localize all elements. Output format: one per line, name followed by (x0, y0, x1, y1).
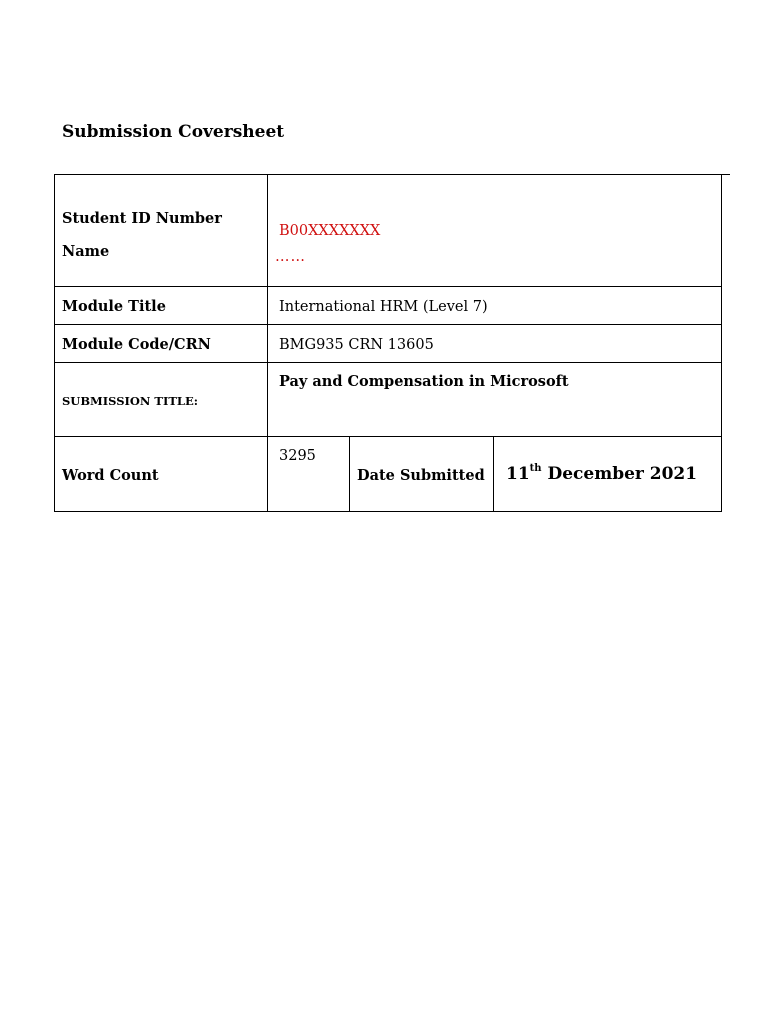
module-title-row (55, 287, 722, 325)
student-values-cell (268, 175, 722, 287)
student-id-label: Student ID Number (62, 209, 222, 227)
word-count-row (55, 437, 722, 512)
module-title-label-cell (55, 287, 268, 325)
name-value: …… (275, 249, 306, 265)
date-submitted-label-cell (350, 437, 494, 512)
word-count-value: 3295 (279, 448, 316, 464)
submission-title-label: SUBMISSION TITLE: (62, 394, 199, 408)
name-label: Name (62, 242, 110, 260)
module-code-value-cell (268, 325, 722, 363)
student-row (55, 175, 722, 287)
date-month-year: December 2021 (541, 464, 698, 484)
word-count-label-cell (55, 437, 268, 512)
submission-title-label-cell (55, 363, 268, 437)
page-title: Submission Coversheet (62, 122, 285, 142)
date-day: 11 (506, 464, 530, 484)
module-title-label: Module Title (62, 298, 166, 315)
module-title-value-cell (268, 287, 722, 325)
date-submitted-value-cell (494, 437, 722, 512)
module-title-value: International HRM (Level 7) (279, 299, 488, 315)
module-code-row (55, 325, 722, 363)
module-code-label: Module Code/CRN (62, 336, 211, 353)
module-code-label-cell (55, 325, 268, 363)
student-id-value: B00XXXXXXX (279, 223, 381, 239)
date-submitted-label: Date Submitted (357, 466, 485, 484)
date-submitted-value (506, 464, 697, 484)
module-code-value: BMG935 CRN 13605 (279, 337, 434, 353)
date-suffix: th (529, 463, 542, 475)
submission-title-row (55, 363, 722, 437)
submission-title-value: Pay and Compensation in Microsoft (279, 373, 569, 390)
submission-title-value-cell (268, 363, 722, 437)
word-count-label: Word Count (62, 466, 159, 484)
coversheet-table (54, 174, 722, 512)
student-labels-cell (55, 175, 268, 287)
word-count-value-cell (268, 437, 350, 512)
